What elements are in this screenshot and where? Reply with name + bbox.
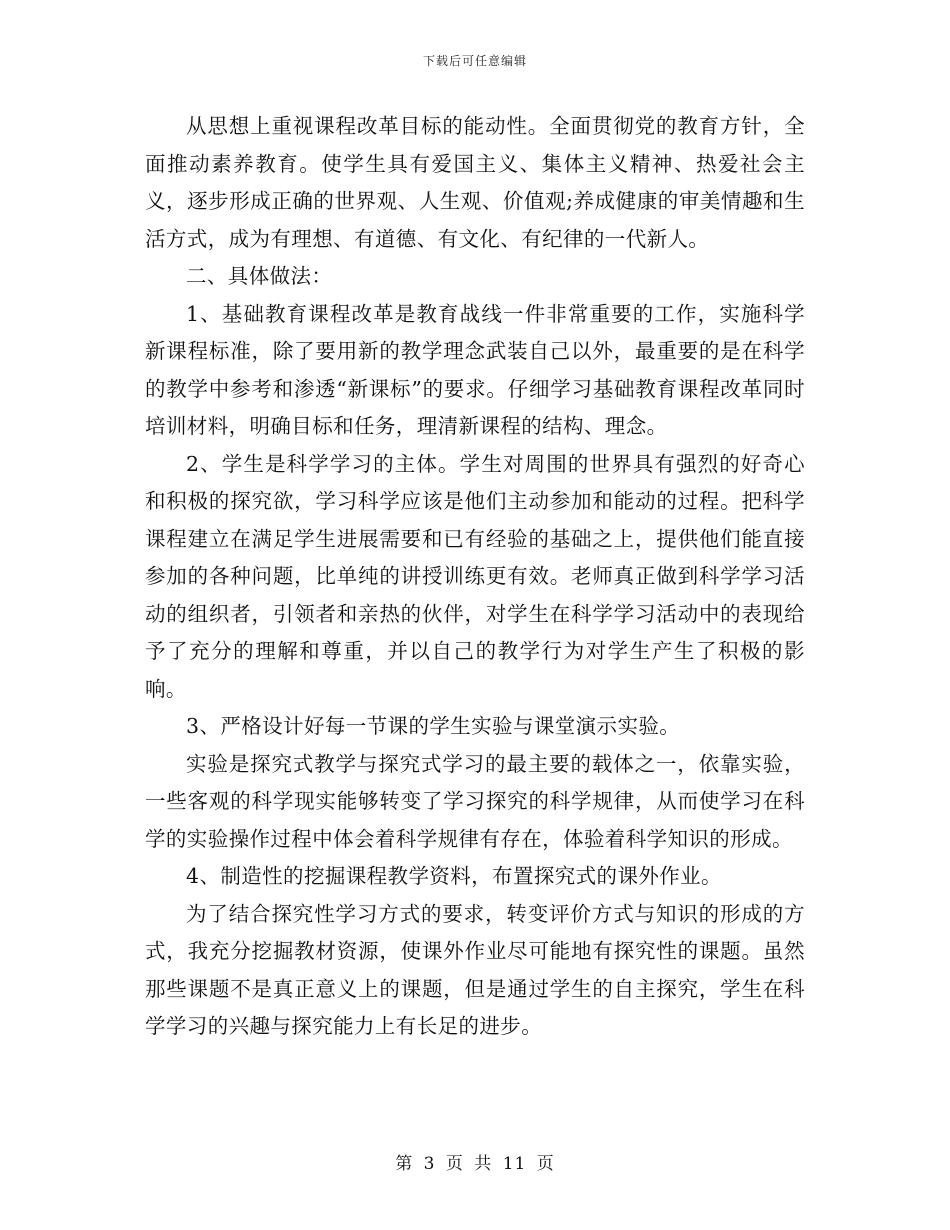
paragraph-item-4-body: 为了结合探究性学习方式的要求，转变评价方式与知识的形成的方式，我充分挖掘教材资源，使课外作业尽可能地有探究性的课题。虽然那些课题不是真正意义上的课题，但是通过学生的自主探究，学生在科学学习的兴趣与探究能力上有长足的进步。 — [145, 901, 805, 1038]
paragraph-item-3-body: 实验是探究式教学与探究式学习的最主要的载体之一，依靠实验，一些客观的科学现实能够转变了学习探究的科学规律，从而使学习在科学的实验操作过程中体会着科学规律有存在，体验着科学知识的形成。 — [145, 751, 805, 851]
document-body — [145, 108, 805, 1046]
paragraph-item-2: 2、学生是科学学习的主体。学生对周围的世界具有强烈的好奇心和积极的探究欲，学习科学应该是他们主动参加和能动的过程。把科学课程建立在满足学生进展需要和已有经验的基础之上，提供他们能直接参加的各种问题，比单纯的讲授训练更有效。老师真正做到科学学习活动的组织者，引领者和亲热的伙伴，对学生在科学学习活动中的表现给予了充分的理解和尊重，并以自己的教学行为对学生产生了积极的影响。 — [145, 451, 805, 701]
page-number-footer: 第 3 页 共 11 页 — [395, 1154, 555, 1174]
page-header: 下载后可任意编辑 — [422, 54, 527, 68]
paragraph-item-1: 1、基础教育课程改革是教育战线一件非常重要的工作，实施科学新课程标准，除了要用新的教学理念武装自己以外，最重要的是在科学的教学中参考和渗透“新课标”的要求。仔细学习基础教育课程改革同时培训材料，明确目标和任务，理清新课程的结构、理念。 — [145, 301, 805, 438]
paragraph-item-3-heading: 3、严格设计好每一节课的学生实验与课堂演示实验。 — [186, 714, 681, 738]
paragraph-item-4-heading: 4、制造性的挖掘课程教学资料，布置探究式的课外作业。 — [186, 864, 722, 888]
section-heading-methods: 二、具体做法： — [186, 264, 333, 288]
paragraph-goals: 从思想上重视课程改革目标的能动性。全面贯彻党的教育方针，全面推动素养教育。使学生具有爱国主义、集体主义精神、热爱社会主义，逐步形成正确的世界观、人生观、价值观;养成健康的审美情趣和生活方式，成为有理想、有道德、有文化、有纪律的一代新人。 — [145, 114, 805, 251]
